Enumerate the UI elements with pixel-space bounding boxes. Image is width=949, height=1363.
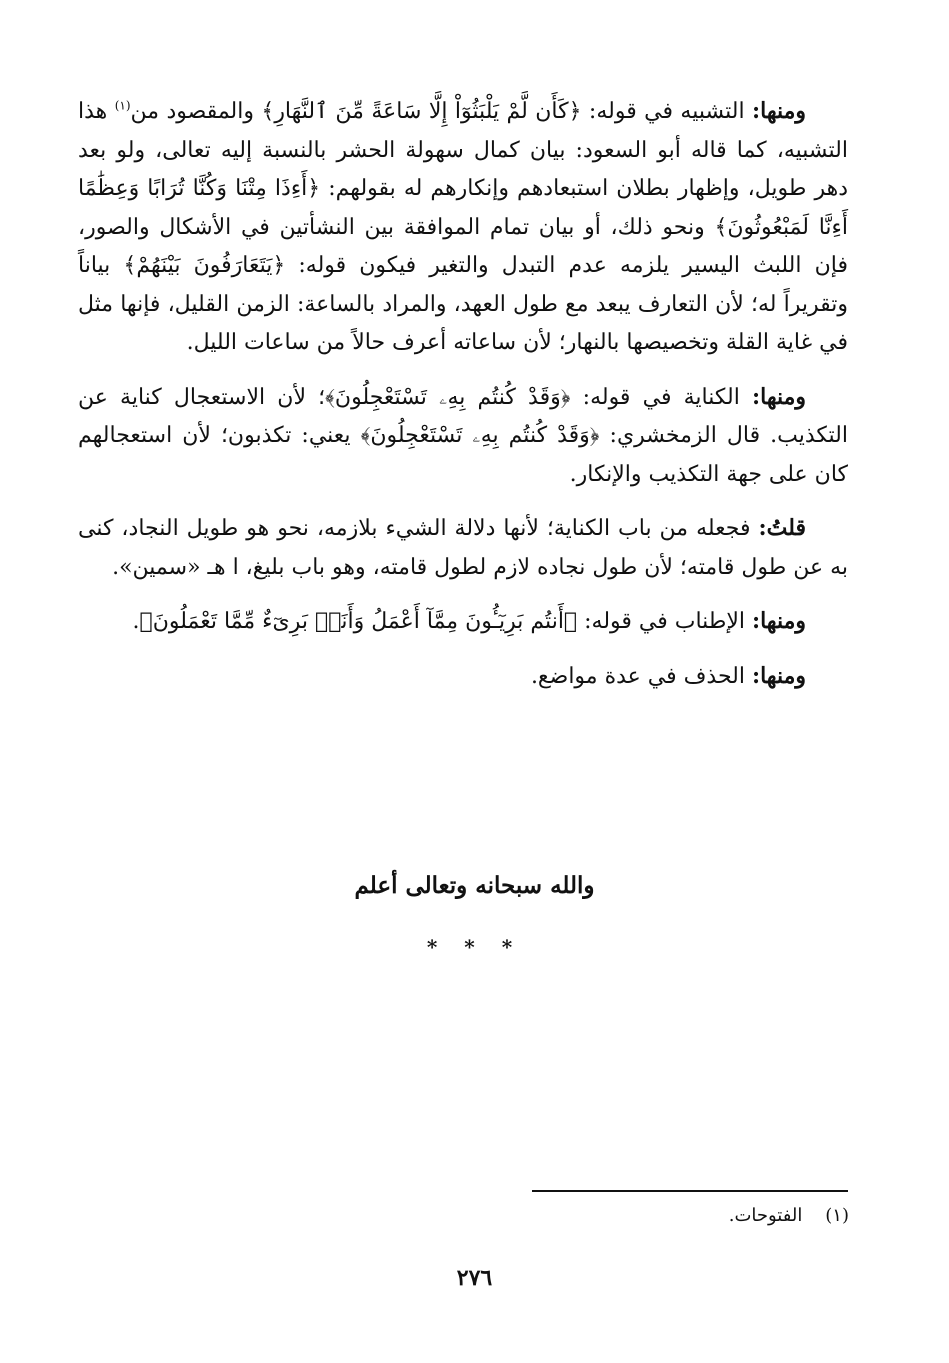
quran-verse: ﴿وَقَدْ كُنتُم بِهِۦ تَسْتَعْجِلُونَ﴾ (360, 423, 600, 448)
footnote (729, 1205, 849, 1226)
quran-verse: ﴿أَءِذَا مِتْنَا وَكُنَّا تُرَابًا وَعِظَٰمًا أَءِنَّا لَمَبْعُوثُونَ﴾ (78, 176, 849, 240)
paragraph-lead: ومنها: (752, 383, 807, 410)
quran-verse: ﴿يَتَعَارَفُونَ بَيْنَهُمْ﴾ (123, 253, 286, 278)
paragraph-text: الإطناب في قوله: (577, 609, 752, 634)
paragraph-text: والمقصود من (130, 99, 262, 124)
section-separator: * * * (426, 935, 523, 959)
main-text (78, 92, 848, 711)
paragraph-itnab (78, 602, 848, 642)
paragraph-text: الحذف في عدة مواضع. (530, 663, 752, 689)
paragraph-text: ونحو ذلك، أو بيان تمام الموافقة بين النشأتين في الأشكال والصور، فإن اللبث اليسير يلزمه عدم التبدل والتغير فيكون قوله: (78, 214, 848, 278)
footnote-text: الفتوحات. (728, 1205, 803, 1226)
paragraph-text: ؛ لأن الاستعجال كناية عن التكذيب. قال الزمخشري: (78, 384, 848, 448)
footnote-divider (532, 1190, 848, 1192)
paragraph-text: . (132, 609, 140, 634)
footnote-marker: (١) (825, 1205, 849, 1226)
quran-verse: ﴿أَنتُم بَرِيٓـُٔونَ مِمَّآ أَعْمَلُ وَأَنَا۠ بَرِىٓءٌ مِّمَّا تَعْمَلُونَ﴾ (139, 609, 578, 634)
paragraph-text: بياناً وتقريراً له؛ لأن التعارف يبعد مع طول العهد، والمراد بالساعة: الزمن القليل، فإنها مثل في غاية القلة وتخصيصها بالنهار؛ لأن ساعاته أعرف حالاً من ساعات الليل. (78, 253, 848, 355)
paragraph-text: التشبيه في قوله: (581, 99, 752, 124)
closing-phrase: والله سبحانه وتعالى أعلم (354, 872, 595, 899)
paragraph-text: الكناية في قوله: (570, 384, 752, 410)
paragraph-qultu (78, 509, 848, 587)
paragraph-tashbih (78, 92, 848, 363)
paragraph-text: هذا التشبيه، كما قاله أبو السعود: بيان كمال سهولة الحشر بالنسبة إليه تعالى، ولو بعد دهر طويل، وإظهار بطلان استبعادهم وإنكارهم له بقولهم: (78, 99, 848, 201)
footnote-reference[interactable]: (١) (114, 98, 131, 113)
paragraph-text: فجعله من باب الكناية؛ لأنها دلالة الشيء بلازمه، نحو هو طويل النجاد، كنى به عن طول قامته؛ لأن طول نجاده لازم لطول قامته، وهو باب بليغ، ا هـ «سمين». (78, 516, 848, 580)
paragraph-lead: ومنها: (751, 608, 806, 634)
quran-verse: ﴿وَقَدْ كُنتُم بِهِۦ تَسْتَعْجِلُونَ﴾ (325, 384, 571, 410)
paragraph-lead: قلتُ: (758, 515, 806, 541)
quran-verse: ﴿كَأَن لَّمْ يَلْبَثُوٓاْ إِلَّا سَاعَةً مِّنَ ٱلنَّهَارِ﴾ (261, 99, 582, 124)
paragraph-text: يعني: تكذبون؛ لأن استعجالهم كان على جهة التكذيب والإنكار. (78, 423, 848, 487)
paragraph-lead: ومنها: (752, 98, 807, 124)
page-number: ٢٧٦ (456, 1265, 493, 1291)
paragraph-lead: ومنها: (751, 662, 806, 689)
paragraph-kinaya (78, 378, 848, 495)
paragraph-hadhf (78, 657, 848, 697)
